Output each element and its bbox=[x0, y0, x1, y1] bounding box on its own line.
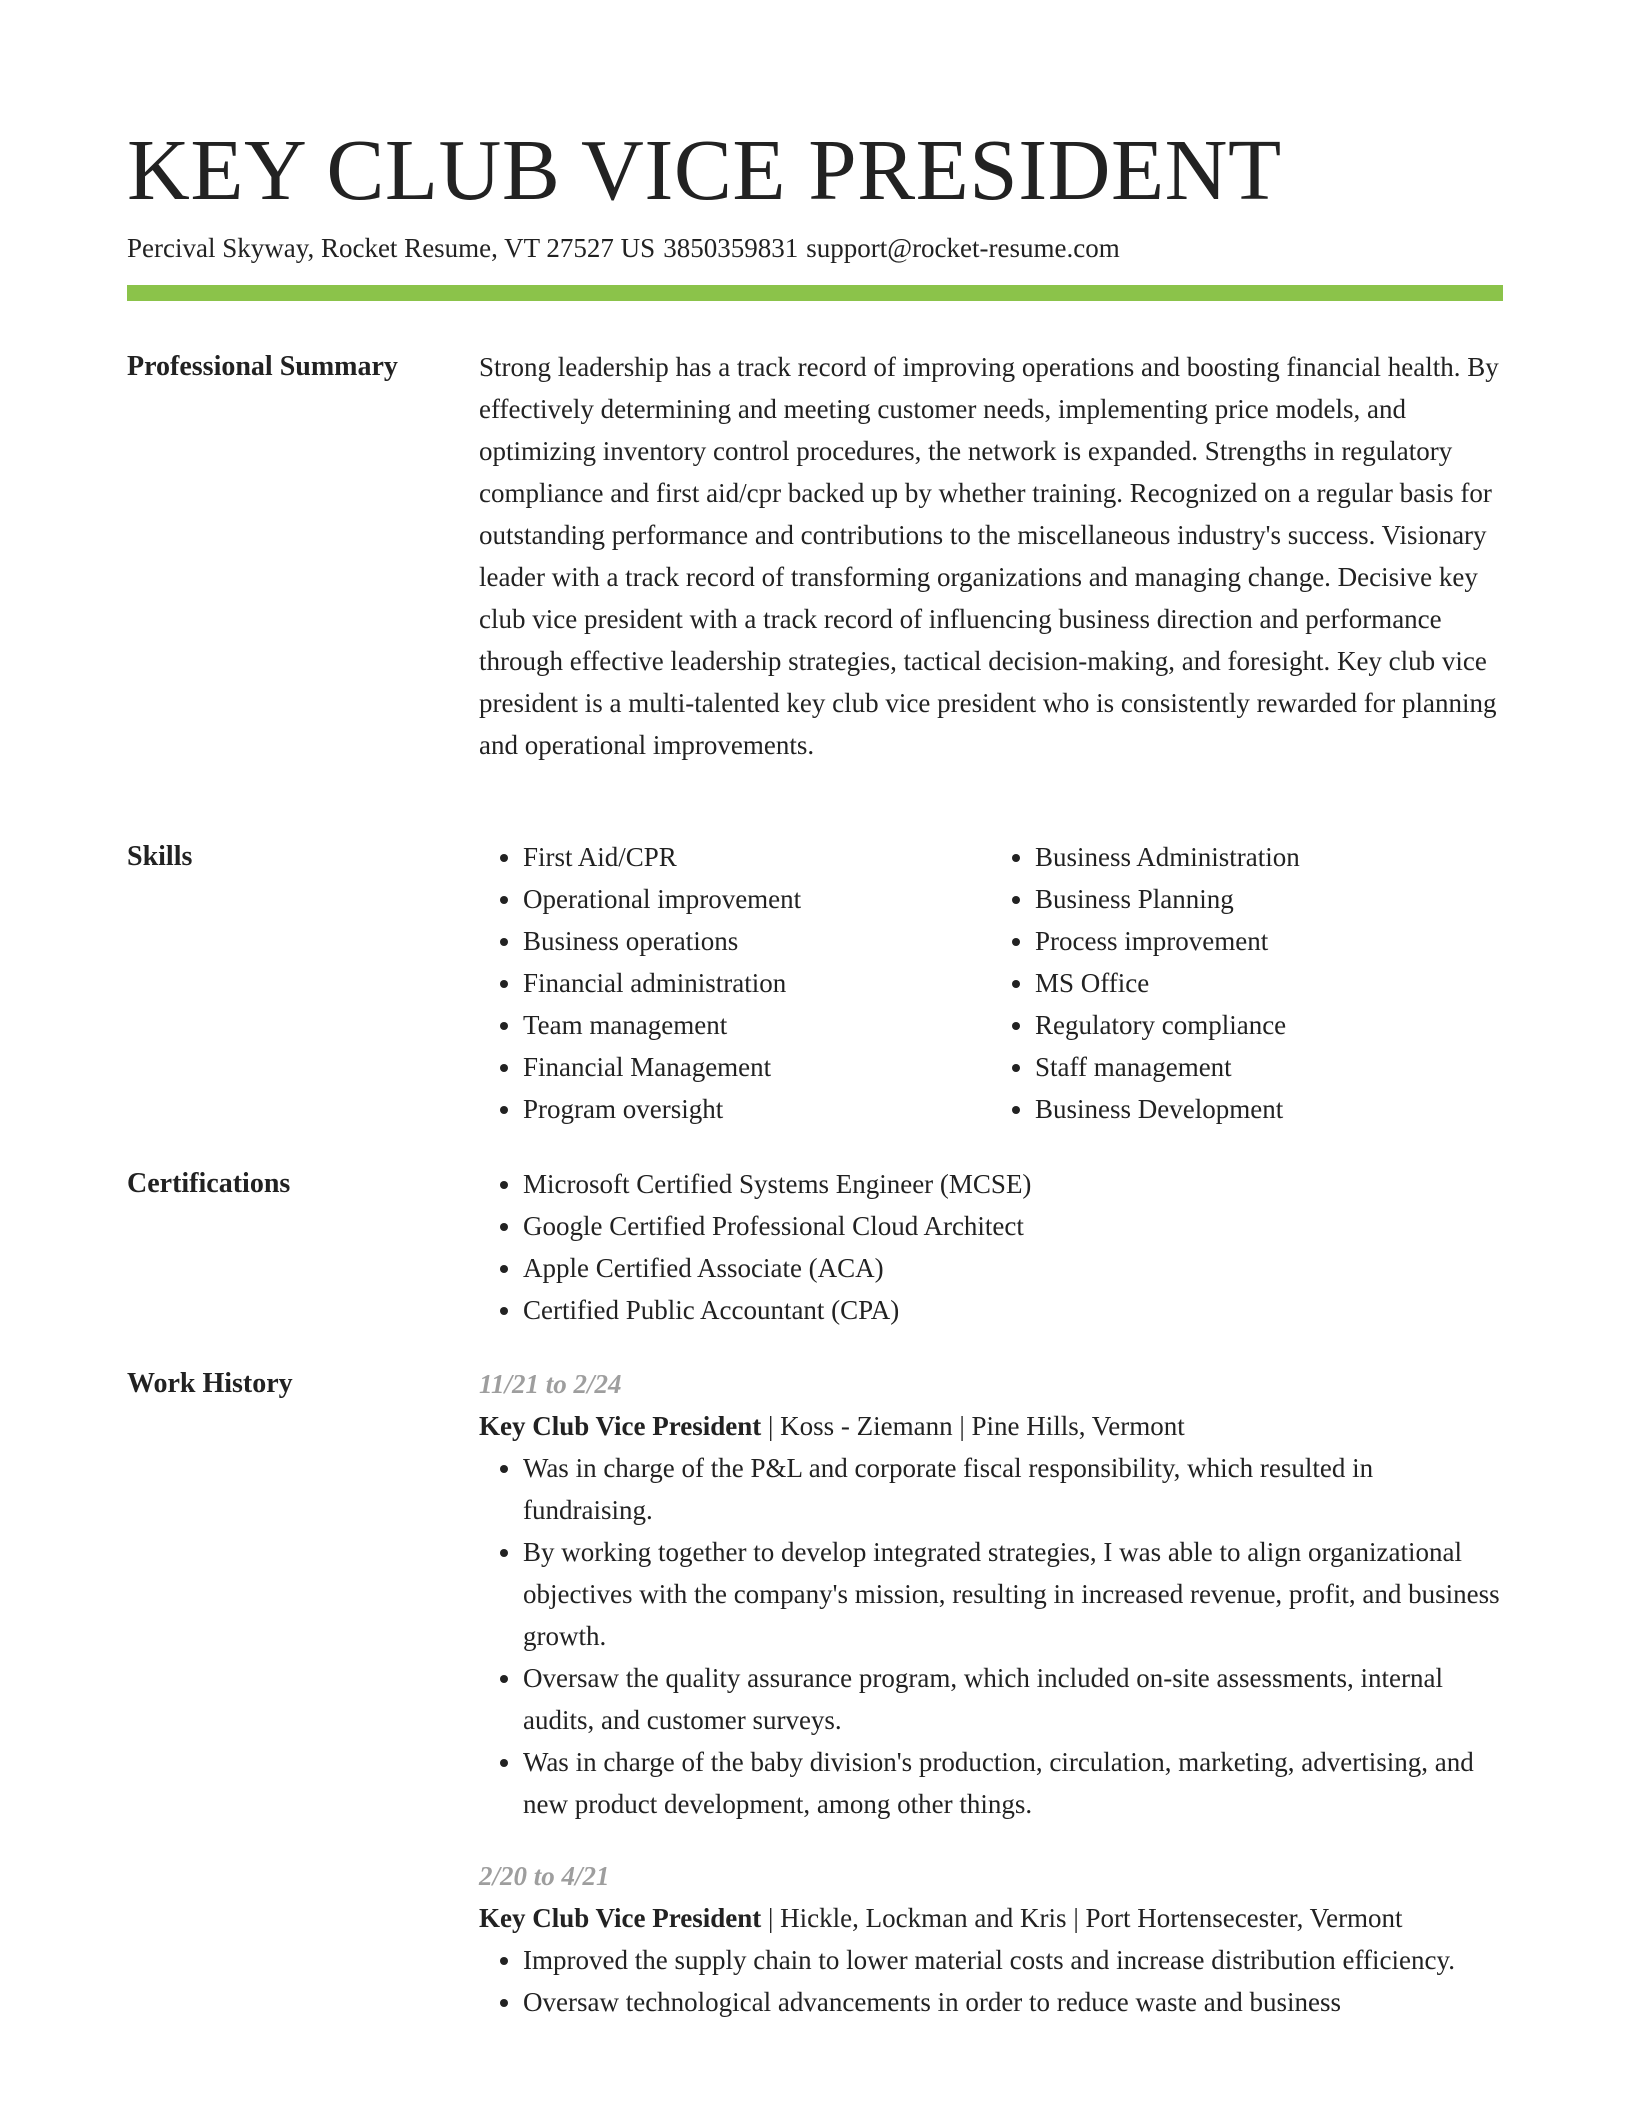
contact-address: Percival Skyway, Rocket Resume, VT 27527 US bbox=[127, 233, 656, 263]
certification-item: • Google Certified Professional Cloud Architect bbox=[523, 1205, 1503, 1247]
job-location: Port Hortensecester, Vermont bbox=[1085, 1903, 1403, 1933]
skill-item: • Operational improvement bbox=[523, 878, 991, 920]
job-bullets bbox=[479, 1939, 1503, 2023]
skill-item: • Financial Management bbox=[523, 1046, 991, 1088]
skill-item: • Business operations bbox=[523, 920, 991, 962]
certifications-body bbox=[479, 1163, 1503, 1331]
certifications-list bbox=[479, 1163, 1503, 1331]
job-bullet: • Was in charge of the baby division's production, circulation, marketing, advertising, and new product development, among other things. bbox=[523, 1741, 1503, 1825]
job-entry bbox=[479, 1855, 1503, 2023]
contact-email[interactable]: support@rocket-resume.com bbox=[806, 233, 1120, 263]
skills-column-2 bbox=[991, 836, 1503, 1130]
job-role: Key Club Vice President bbox=[479, 1903, 762, 1933]
skill-item: • Business Development bbox=[1035, 1088, 1503, 1130]
certifications-label: Certifications bbox=[127, 1168, 291, 1199]
job-bullet: • Oversaw technological advancements in order to reduce waste and business bbox=[523, 1981, 1503, 2023]
skill-item: • Business Administration bbox=[1035, 836, 1503, 878]
contact-line bbox=[127, 230, 1120, 266]
skills-column-1 bbox=[479, 836, 991, 1130]
skill-item: • Business Planning bbox=[1035, 878, 1503, 920]
work-history-label: Work History bbox=[127, 1368, 293, 1399]
job-company: Koss - Ziemann bbox=[780, 1411, 953, 1441]
certification-item: • Certified Public Accountant (CPA) bbox=[523, 1289, 1503, 1331]
job-dates: 2/20 to 4/21 bbox=[479, 1861, 610, 1891]
job-heading bbox=[479, 1897, 1503, 1939]
summary-text: Strong leadership has a track record of improving operations and boosting financial health. By effectively determining and meeting customer needs, implementing price models, and optimizing inventory control procedures, the network is expanded. Strengths in regulatory compliance and first aid/cpr backed up by whether training. Recognized on a regular basis for outstanding performance and contributions to the miscellaneous industry's success. Visionary leader with a track record of transforming organizations and managing change. Decisive key club vice president with a track record of influencing business direction and performance through effective leadership strategies, tactical decision-making, and foresight. Key club vice president is a multi-talented key club vice president who is consistently rewarded for planning and operational improvements. bbox=[479, 352, 1499, 760]
skill-item: • Team management bbox=[523, 1004, 991, 1046]
skill-item: • MS Office bbox=[1035, 962, 1503, 1004]
certification-item: • Microsoft Certified Systems Engineer (MCSE) bbox=[523, 1163, 1503, 1205]
job-role: Key Club Vice President bbox=[479, 1411, 762, 1441]
skills-grid bbox=[479, 836, 1503, 1130]
skills-body bbox=[479, 836, 1503, 1130]
job-bullet: • Improved the supply chain to lower material costs and increase distribution efficiency. bbox=[523, 1939, 1503, 1981]
skill-item: • First Aid/CPR bbox=[523, 836, 991, 878]
skills-label: Skills bbox=[127, 841, 193, 872]
job-bullet: • Was in charge of the P&L and corporate fiscal responsibility, which resulted in fundraising. bbox=[523, 1447, 1503, 1531]
job-dates: 11/21 to 2/24 bbox=[479, 1369, 622, 1399]
summary-label: Professional Summary bbox=[127, 351, 398, 382]
job-separator: | bbox=[767, 1903, 774, 1933]
skill-item: • Financial administration bbox=[523, 962, 991, 1004]
skill-item: • Program oversight bbox=[523, 1088, 991, 1130]
certification-item: • Apple Certified Associate (ACA) bbox=[523, 1247, 1503, 1289]
skill-item: • Process improvement bbox=[1035, 920, 1503, 962]
job-bullet: • Oversaw the quality assurance program, which included on-site assessments, internal audits, and customer surveys. bbox=[523, 1657, 1503, 1741]
job-heading bbox=[479, 1405, 1503, 1447]
job-separator: | bbox=[1073, 1903, 1079, 1933]
accent-divider bbox=[127, 285, 1503, 301]
job-bullets bbox=[479, 1447, 1503, 1825]
resume-title: KEY CLUB VICE PRESIDENT bbox=[127, 121, 1282, 218]
work-history-body bbox=[479, 1363, 1503, 2023]
contact-phone: 3850359831 bbox=[663, 233, 799, 263]
summary-body bbox=[479, 346, 1503, 766]
job-entry bbox=[479, 1363, 1503, 1825]
skill-item: • Staff management bbox=[1035, 1046, 1503, 1088]
job-company: Hickle, Lockman and Kris bbox=[780, 1903, 1067, 1933]
job-bullet: • By working together to develop integrated strategies, I was able to align organizational objectives with the company's mission, resulting in increased revenue, profit, and business growth. bbox=[523, 1531, 1503, 1657]
job-location: Pine Hills, Vermont bbox=[971, 1411, 1185, 1441]
job-separator: | bbox=[767, 1411, 774, 1441]
skill-item: • Regulatory compliance bbox=[1035, 1004, 1503, 1046]
job-separator: | bbox=[959, 1411, 965, 1441]
